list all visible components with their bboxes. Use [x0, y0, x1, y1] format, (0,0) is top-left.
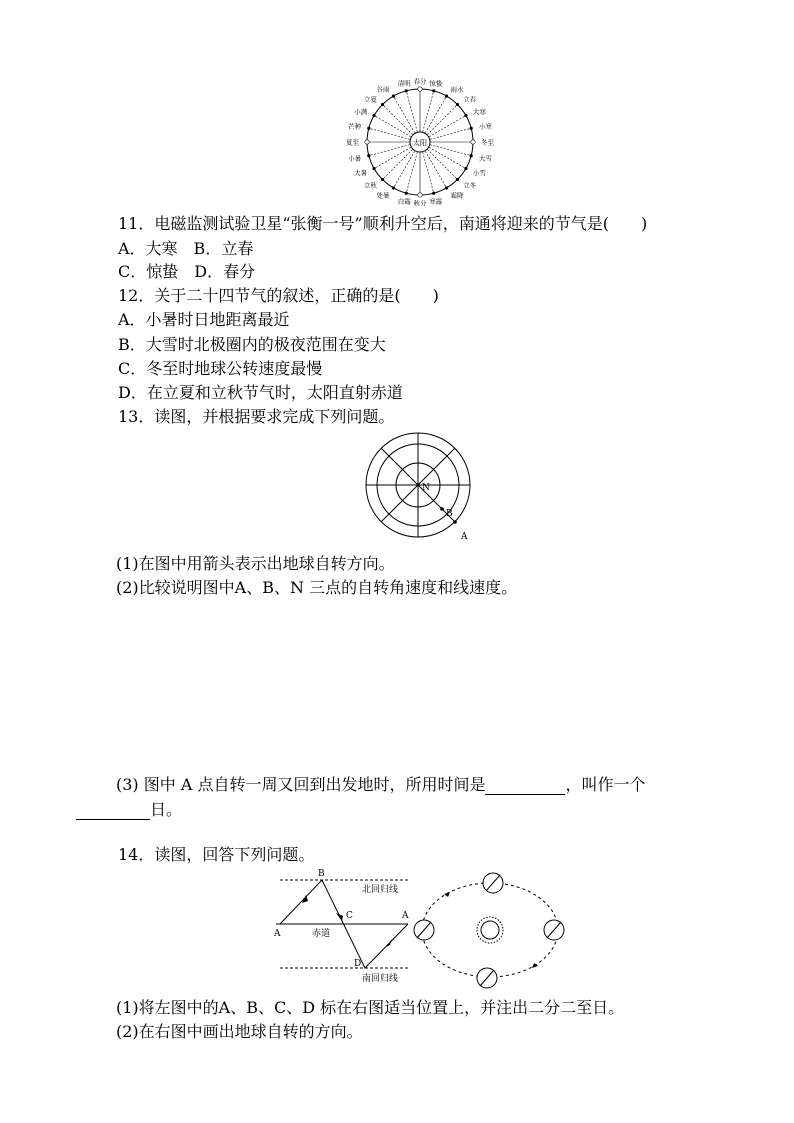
q13-part3-text-2: ，叫作一个	[565, 775, 646, 794]
term-marker	[471, 140, 475, 144]
term-label: 谷雨	[376, 85, 390, 94]
tropic-of-cancer-label: 北回归线	[362, 885, 399, 895]
point-c: C	[346, 911, 353, 921]
term-label: 立夏	[363, 95, 377, 104]
term-label: 白露	[397, 197, 411, 206]
term-label: 夏至	[346, 138, 359, 147]
term-label: 立秋	[363, 181, 377, 190]
q12-option-b: B．大雪时北极圈内的极夜范围在变大	[118, 335, 386, 354]
term-label: 寒露	[429, 197, 443, 206]
earth-orbit-figure	[404, 866, 580, 992]
term-label: 处暑	[376, 191, 390, 200]
term-label: 惊蛰	[429, 79, 443, 88]
sun-movement-figure	[272, 866, 416, 988]
equator-label: 赤道	[312, 929, 331, 939]
q14-part1: (1)将左图中的A、B、C、D 标在右图适当位置上，并注出二分二至日。	[116, 998, 625, 1017]
q14-part2: (2)在右图中画出地球自转的方向。	[116, 1022, 363, 1041]
term-label: 芒种	[348, 122, 362, 131]
term-marker	[373, 167, 376, 170]
term-marker	[381, 178, 384, 181]
point-n-label: N	[422, 483, 430, 493]
point-b: B	[318, 869, 325, 879]
term-marker	[432, 192, 435, 195]
term-label: 立春	[463, 95, 477, 104]
term-label: 清明	[397, 79, 411, 88]
term-marker	[405, 192, 408, 195]
sun-icon	[477, 917, 503, 943]
point-b-label: B	[446, 509, 453, 519]
term-marker	[373, 114, 376, 117]
q14-stem: 14．读图，回答下列问题。	[118, 845, 315, 864]
term-marker	[456, 103, 459, 106]
term-label: 小满	[354, 108, 368, 116]
term-marker	[445, 95, 448, 98]
term-label: 冬至	[481, 138, 494, 147]
term-label: 大雪	[478, 154, 492, 163]
q12-option-c: C．冬至时地球公转速度最慢	[118, 359, 323, 378]
earth-bottom-icon	[477, 968, 497, 988]
term-label: 秋分	[413, 199, 427, 206]
term-marker	[465, 114, 468, 117]
term-label: 雨水	[450, 85, 464, 94]
term-label: 小寒	[478, 122, 492, 131]
term-label: 霜降	[450, 191, 464, 200]
earth-top-icon	[483, 873, 503, 893]
term-marker	[445, 187, 448, 190]
term-marker	[381, 103, 384, 106]
q13-part2: (2)比较说明图中A、B、N 三点的自转角速度和线速度。	[116, 578, 518, 597]
term-marker	[392, 187, 395, 190]
term-marker	[365, 140, 369, 144]
answer-blank-1[interactable]	[485, 778, 565, 795]
term-label: 立冬	[463, 181, 477, 190]
q12-option-a: A．小暑时日地距离最近	[118, 310, 290, 329]
q13-part3-text-1: (3) 图中 A 点自转一周又回到出发地时，所用时间是	[116, 775, 486, 794]
term-label: 大寒	[472, 108, 486, 116]
term-marker	[456, 178, 459, 181]
earth-right-icon	[544, 920, 564, 940]
term-label: 大暑	[354, 169, 368, 177]
q12-option-d: D．在立夏和立秋节气时，太阳直射赤道	[118, 383, 403, 402]
q13-part3-cont	[76, 800, 182, 820]
term-marker	[405, 90, 408, 93]
sun-label: 太阳	[413, 139, 427, 147]
term-marker	[368, 127, 371, 130]
q11-options-ab: A．大寒 B．立春	[118, 239, 254, 258]
q13-stem: 13．读图，并根据要求完成下列问题。	[118, 407, 395, 426]
term-label: 小雪	[472, 169, 486, 177]
polar-view-figure	[358, 430, 478, 542]
term-marker	[465, 167, 468, 170]
term-marker	[418, 193, 422, 197]
point-a-right: A	[402, 911, 409, 921]
q12-stem: 12．关于二十四节气的叙述，正确的是( )	[118, 286, 439, 305]
term-marker	[418, 87, 422, 91]
term-marker	[368, 154, 371, 157]
term-marker	[432, 90, 435, 93]
term-marker	[470, 127, 473, 130]
tropic-of-capricorn-label: 南回归线	[362, 974, 399, 984]
q13-part3-text-3: 日。	[150, 800, 183, 819]
term-marker	[470, 154, 473, 157]
earth-left-icon	[414, 920, 434, 940]
term-label: 春分	[413, 78, 427, 86]
q13-part3	[116, 775, 646, 795]
solar-terms-figure	[345, 78, 495, 206]
point-a-left: A	[274, 929, 281, 939]
point-d: D	[354, 959, 362, 969]
term-label: 小暑	[348, 154, 362, 163]
answer-blank-2[interactable]	[76, 803, 150, 820]
q11-options-cd: C．惊蛰 D．春分	[118, 262, 256, 281]
q13-part1: (1)在图中用箭头表示出地球自转方向。	[116, 554, 395, 573]
point-a-label: A	[461, 532, 468, 542]
term-marker	[392, 95, 395, 98]
q11-stem: 11．电磁监测试验卫星“张衡一号”顺利升空后，南通将迎来的节气是( )	[118, 214, 648, 233]
